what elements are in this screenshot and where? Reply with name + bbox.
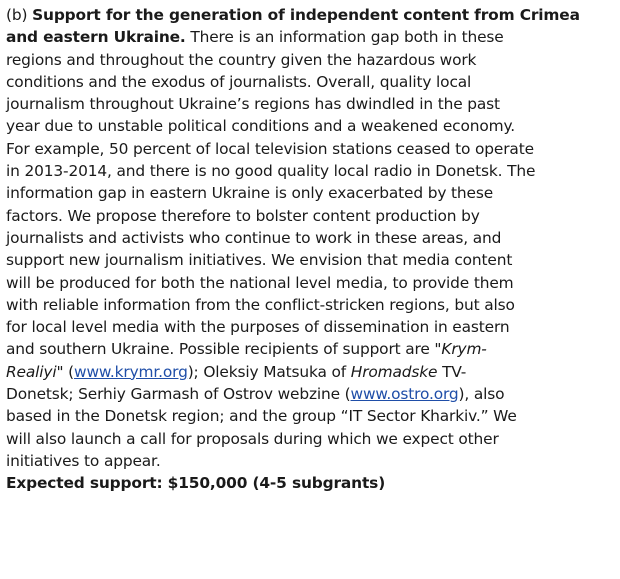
text-line-3: regions and throughout the country given the hazardous work xyxy=(6,50,477,69)
text-line-9: information gap in eastern Ukraine is only exacerbated by these xyxy=(6,184,494,203)
text-line-12: support new journalism initiatives. We envision that media content xyxy=(6,251,513,270)
text-line-20: will also launch a call for proposals during which we expect other xyxy=(6,429,499,448)
krymr-link[interactable]: www.krymr.org xyxy=(74,362,188,381)
text-line-11: journalists and activists who continue to work in these areas, and xyxy=(6,228,502,247)
text-line-8: in 2013-2014, and there is no good quality local radio in Donetsk. The xyxy=(6,162,536,181)
section-marker: (b) xyxy=(6,6,33,24)
text-line-10: factors. We propose therefore to bolster content production by xyxy=(6,206,480,225)
krym-realiyi-name-part2: Realiyi xyxy=(6,362,57,381)
text-fragment: Donetsk; Serhiy Garmash of Ostrov webzine ( xyxy=(6,385,351,404)
text-line-4: conditions and the exodus of journalists. Overall, quality local xyxy=(6,72,472,91)
text-line-18 xyxy=(6,383,618,405)
text-line-14: with reliable information from the conflict-stricken regions, but also xyxy=(6,295,515,314)
text-line-19: based in the Donetsk region; and the group “IT Sector Kharkiv.” We xyxy=(6,407,517,426)
paragraph-start: There is an information gap both in these xyxy=(185,28,504,47)
recipients-intro: and southern Ukraine. Possible recipients of support are " xyxy=(6,340,442,359)
section-heading-continued: and eastern Ukraine. xyxy=(6,28,186,47)
text-line-13: will be produced for both the national level media, to provide them xyxy=(6,273,514,292)
document-body xyxy=(6,4,618,495)
text-line-21: initiatives to appear. xyxy=(6,451,161,470)
text-line-7: For example, 50 percent of local television stations ceased to operate xyxy=(6,139,534,158)
text-line-16 xyxy=(6,338,618,360)
text-line-1 xyxy=(6,4,618,26)
text-fragment: TV- xyxy=(437,362,467,381)
text-line-6: year due to unstable political conditions and a weakened economy. xyxy=(6,117,515,136)
text-line-17 xyxy=(6,361,618,383)
text-line-15: for local level media with the purposes of dissemination in eastern xyxy=(6,318,510,337)
text-line-2 xyxy=(6,26,618,48)
expected-support: Expected support: $150,000 (4-5 subgrants) xyxy=(6,474,386,493)
section-heading: Support for the generation of independent content from Crimea xyxy=(32,6,580,24)
ostro-link[interactable]: www.ostro.org xyxy=(350,385,459,404)
text-fragment: ), also xyxy=(458,385,505,404)
hromadske-name: Hromadske xyxy=(350,362,438,381)
text-fragment: ); Oleksiy Matsuka of xyxy=(187,362,351,381)
text-fragment: " ( xyxy=(56,362,75,381)
text-line-5: journalism throughout Ukraine’s regions has dwindled in the past xyxy=(6,95,500,114)
krym-realiyi-name-part1: Krym- xyxy=(441,340,487,359)
